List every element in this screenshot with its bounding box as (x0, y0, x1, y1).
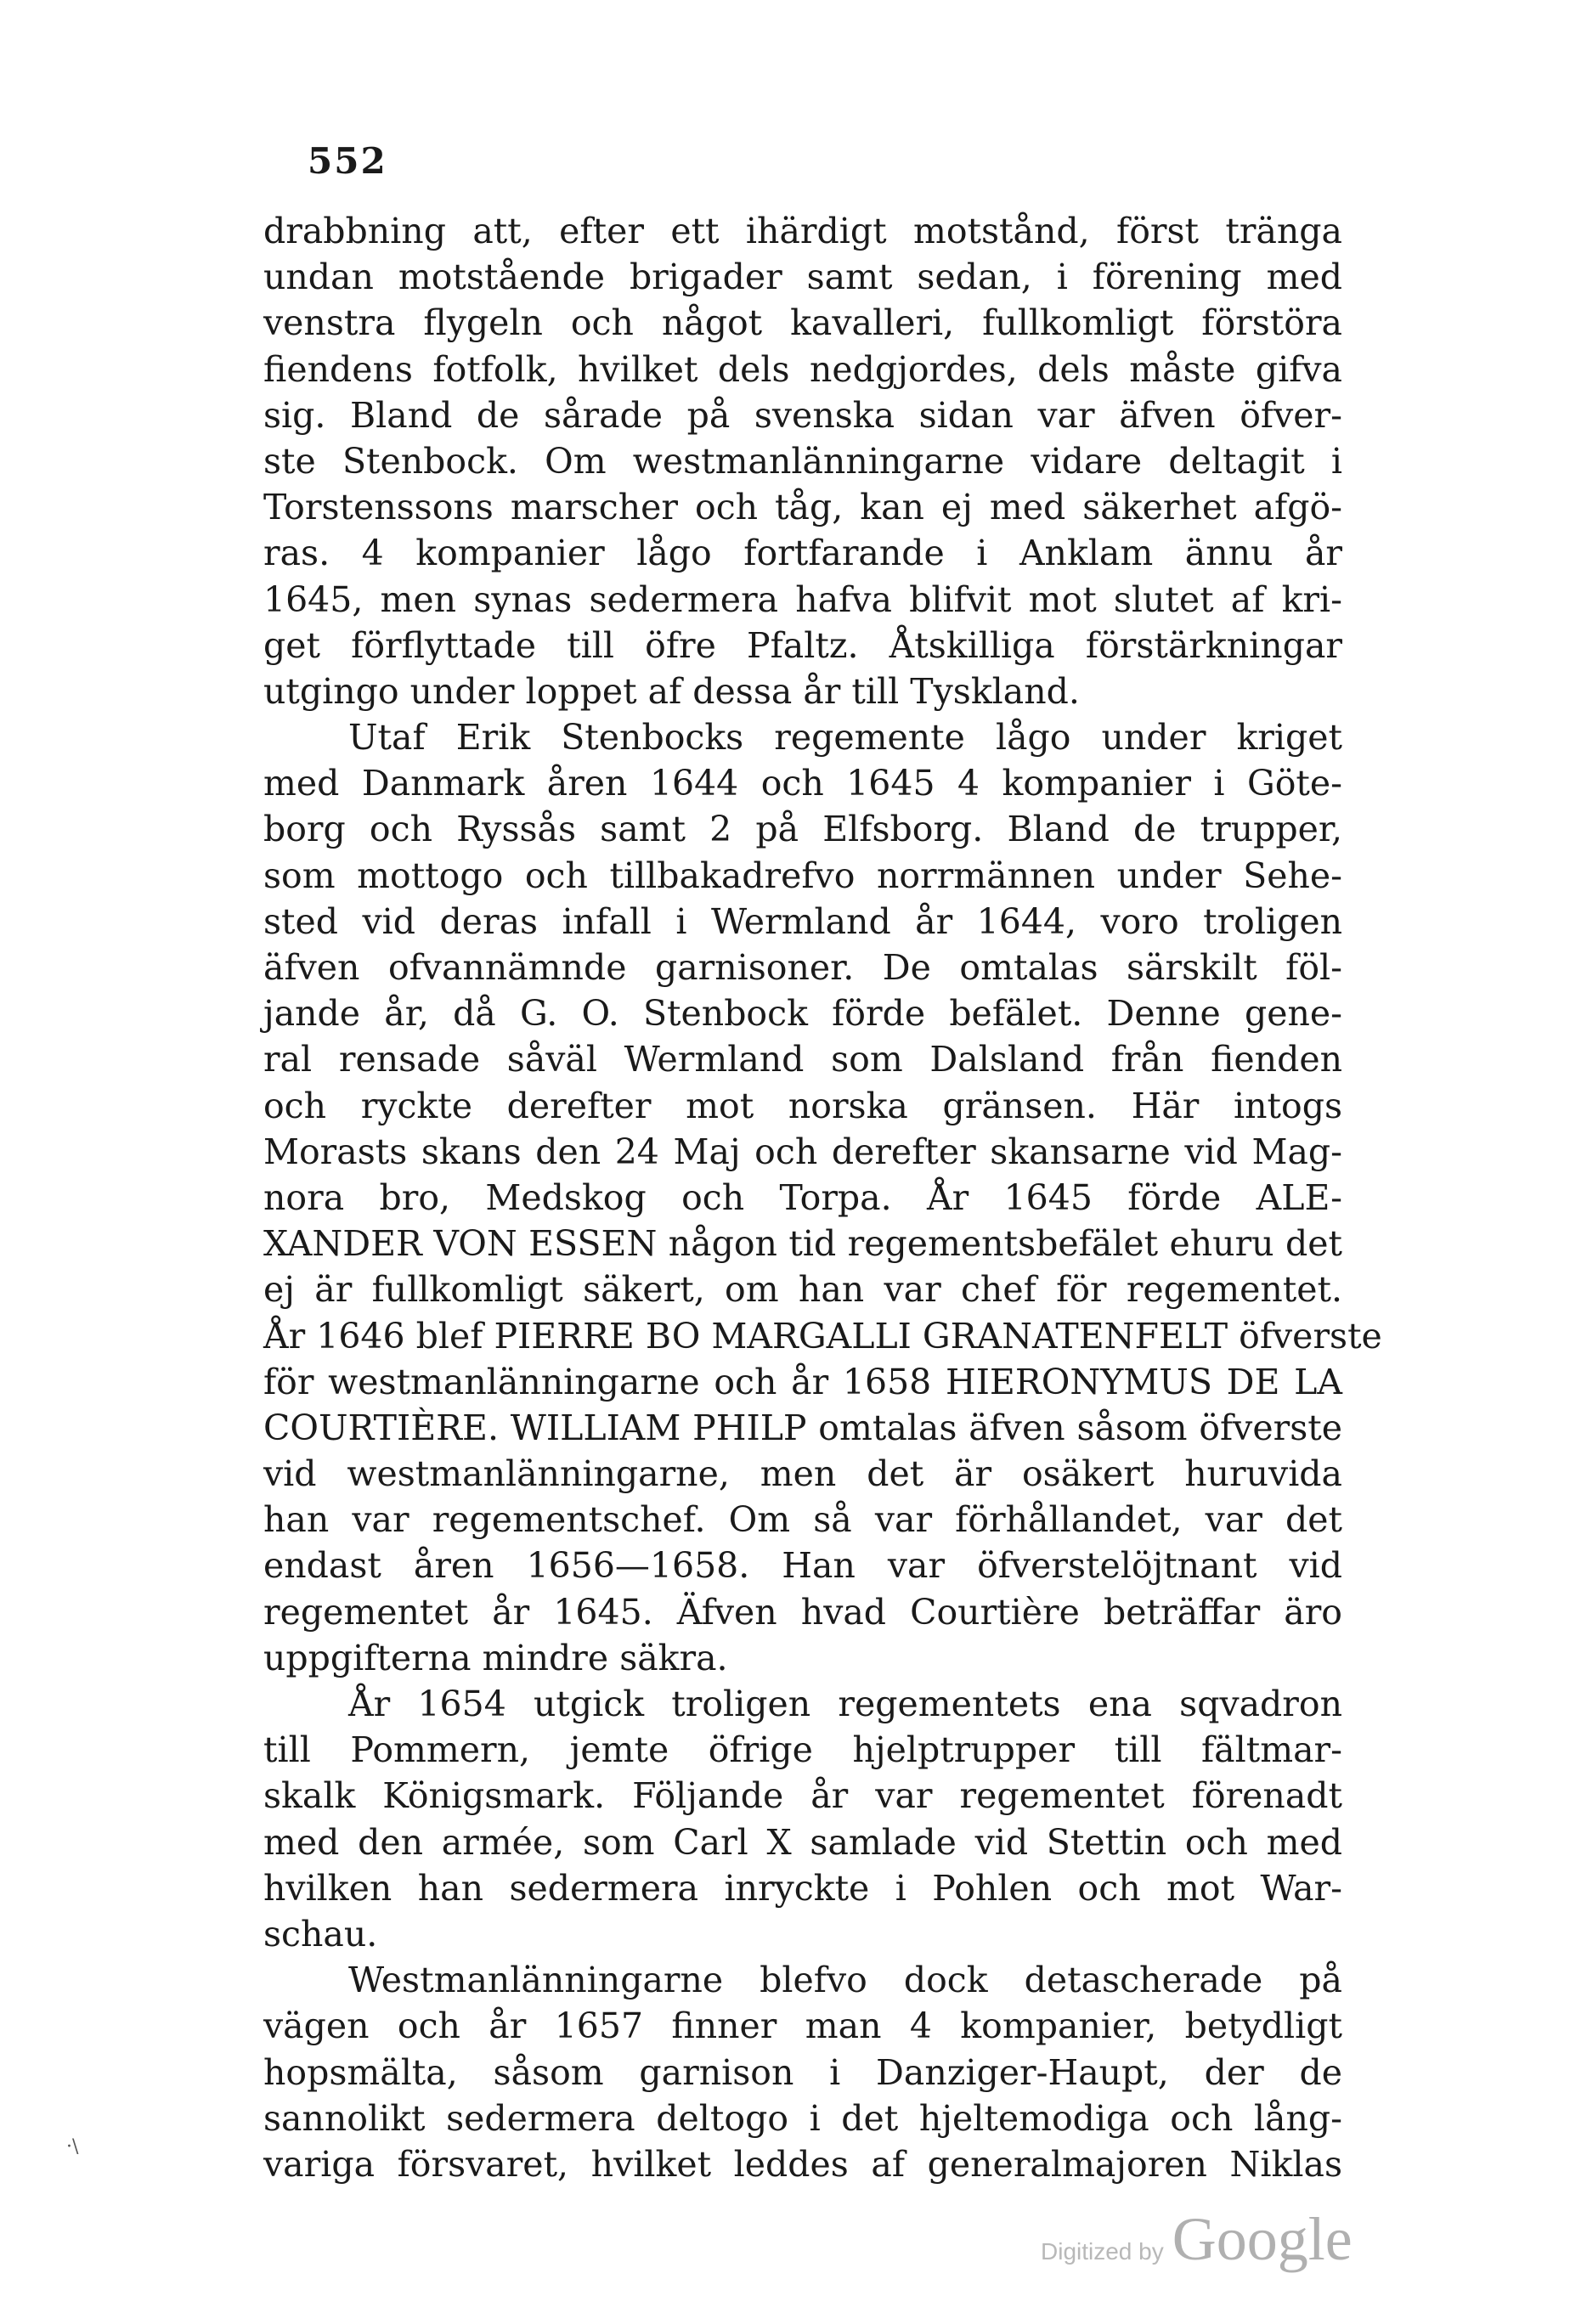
text-line: XANDER VON ESSEN någon tid regementsbefälet ehuru det (263, 1223, 1342, 1265)
text-line: Westmanlänningarne blefvo dock detascherade på (348, 1960, 1342, 2001)
text-line: get förflyttade till öfre Pfaltz. Åtskilliga förstärkningar (263, 624, 1342, 666)
text-line: sted vid deras infall i Wermland år 1644, voro troligen (263, 900, 1342, 942)
text-line: borg och Ryssås samt 2 på Elfsborg. Bland de trupper, (263, 809, 1342, 850)
text-line: variga försvaret, hvilket leddes af generalmajoren Niklas (263, 2143, 1342, 2185)
text-line: som mottogo och tillbakadrefvo norrmännen under Sehe- (263, 855, 1342, 896)
digitized-prefix: Digitized by (1041, 2238, 1164, 2265)
body-text (263, 208, 1382, 2187)
text-line: År 1646 blef PIERRE BO MARGALLI GRANATENFELT öfverste (263, 1315, 1382, 1357)
text-line: och ryckte derefter mot norska gränsen. Här intogs (263, 1085, 1342, 1126)
text-line: undan motstående brigader samt sedan, i förening med (263, 257, 1342, 298)
text-line: äfven ofvannämnde garnisoner. De omtalas särskilt föl- (263, 947, 1342, 988)
text-line: ej är fullkomligt säkert, om han var chef för regementet. (263, 1269, 1342, 1311)
text-line: med Danmark åren 1644 och 1645 4 kompanier i Göte- (263, 763, 1342, 804)
text-line: hopsmälta, såsom garnison i Danziger-Haupt, der de (263, 2051, 1342, 2093)
text-line: sig. Bland de sårade på svenska sidan var äfven öfver- (263, 394, 1342, 436)
text-line: ral rensade såväl Wermland som Dalsland från fienden (263, 1039, 1342, 1080)
text-line: 1645, men synas sedermera hafva blifvit mot slutet af kri- (263, 578, 1342, 620)
text-line: vägen och år 1657 finner man 4 kompanier, betydligt (263, 2005, 1342, 2047)
text-line: jande år, då G. O. Stenbock förde befälet. Denne gene- (263, 993, 1342, 1035)
text-line: Utaf Erik Stenbocks regemente lågo under kriget (348, 717, 1342, 759)
text-line: fiendens fotfolk, hvilket dels nedgjordes, dels måste gifva (263, 348, 1342, 390)
text-line: regementet år 1645. Äfven hvad Courtière beträffar äro (263, 1591, 1342, 1633)
text-line: Torstenssons marscher och tåg, kan ej med säkerhet afgö- (263, 487, 1342, 528)
text-line: ste Stenbock. Om westmanlänningarne vidare deltagit i (263, 440, 1342, 482)
text-line: utgingo under loppet af dessa år till Tyskland. (263, 670, 1080, 712)
text-line: med den armée, som Carl X samlade vid Stettin och med (263, 1821, 1342, 1863)
google-logo: Google (1172, 2205, 1353, 2273)
text-line: ras. 4 kompanier lågo fortfarande i Anklam ännu år (263, 533, 1342, 574)
text-line: sannolikt sedermera deltogo i det hjeltemodiga och lång- (263, 2097, 1342, 2139)
text-line: venstra flygeln och något kavalleri, fullkomligt förstöra (263, 302, 1342, 344)
text-line: uppgifterna mindre säkra. (263, 1637, 728, 1678)
page-number: 552 (308, 140, 387, 182)
text-line: för westmanlänningarne och år 1658 HIERONYMUS DE LA (263, 1361, 1342, 1402)
text-line: till Pommern, jemte öfrige hjelptrupper till fältmar- (263, 1729, 1342, 1771)
text-line: endast åren 1656—1658. Han var öfverstelöjtnant vid (263, 1545, 1342, 1587)
text-line: År 1654 utgick troligen regementets ena sqvadron (348, 1684, 1342, 1724)
text-line: schau. (263, 1913, 378, 1955)
text-line: nora bro, Medskog och Torpa. År 1645 förde ALE- (263, 1176, 1342, 1218)
text-line: hvilken han sedermera inryckte i Pohlen och mot War- (263, 1867, 1342, 1909)
text-line: COURTIÈRE. WILLIAM PHILP omtalas äfven såsom öfverste (263, 1407, 1342, 1448)
stray-mark: ·\ (66, 2136, 79, 2158)
text-line: skalk Königsmark. Följande år var regementet förenadt (263, 1775, 1342, 1817)
text-line: Morasts skans den 24 Maj och derefter skansarne vid Mag- (263, 1131, 1342, 1172)
text-line: han var regementschef. Om så var förhållandet, var det (263, 1499, 1342, 1541)
text-line: drabbning att, efter ett ihärdigt motstånd, först tränga (263, 211, 1342, 251)
text-line: vid westmanlänningarne, men det är osäkert huruvida (263, 1453, 1342, 1495)
digitized-watermark (1041, 2204, 1353, 2275)
